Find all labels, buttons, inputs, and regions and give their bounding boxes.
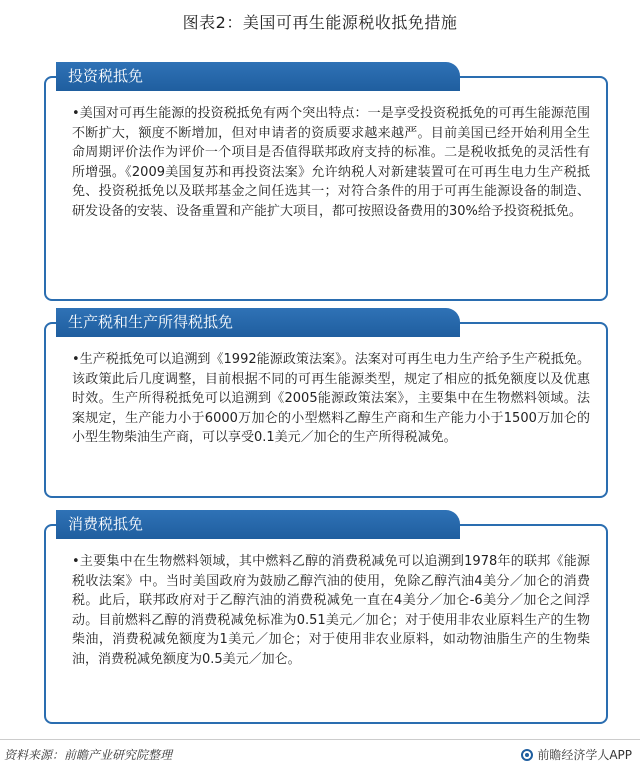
source-note: 资料来源：前瞻产业研究院整理 (4, 748, 173, 762)
footer-divider (0, 739, 640, 740)
section-heading: 生产税和生产所得税抵免 (56, 308, 460, 337)
section-production-tax-credit (44, 308, 608, 498)
brand-text: 前瞻经济学人APP (537, 748, 632, 762)
brand-logo-icon (521, 749, 533, 761)
section-body: •生产税抵免可以追溯到《1992能源政策法案》。法案对可再生电力生产给予生产税抵免。该政策此后几度调整，目前根据不同的可再生能源类型，规定了相应的抵免额度以及优惠时效。生产所得税抵免可以追溯到《2005能源政策法案》，主要集中在生物燃料领域。法案规定，生产能力小于6000万加仑的小型燃料乙醇生产商和生产能力小于1500万加仑的小型生物柴油生产商，可以享受0.1美元／加仑的生产所得税减免。 (72, 352, 590, 445)
section-investment-tax-credit (44, 62, 608, 302)
section-heading: 消费税抵免 (56, 510, 460, 539)
section-body: •主要集中在生物燃料领域，其中燃料乙醇的消费税减免可以追溯到1978年的联邦《能源税收法案》中。当时美国政府为鼓励乙醇汽油的使用，免除乙醇汽油4美分／加仑的消费税。此后，联邦政府对于乙醇汽油的消费税减免一直在4美分／加仑-6美分／加仑之间浮动。目前燃料乙醇的消费税减免标准为0.51美元／加仑；对于使用非农业原料生产的生物柴油，消费税减免额度为1美元／加仑；对于使用非农业原料，如动物油脂生产的生物柴油，消费税减免额度为0.5美元／加仑。 (72, 554, 590, 667)
section-excise-tax-credit (44, 510, 608, 722)
brand-label (521, 746, 632, 763)
page-title: 图表2：美国可再生能源税收抵免措施 (182, 13, 458, 32)
section-body: •美国对可再生能源的投资税抵免有两个突出特点：一是享受投资税抵免的可再生能源范围不断扩大，额度不断增加，但对申请者的资质要求越来越严。目前美国已经开始利用全生命周期评价法作为评价一个项目是否值得联邦政府支持的标准。二是税收抵免的灵活性有所增强。《2009美国复苏和再投资法案》允许纳税人对新建装置可在可再生电力生产税抵免、投资税抵免以及联邦基金之间任选其一；对符合条件的用于可再生能源设备的制造、研发设备的安装、设备重置和产能扩大项目，都可按照设备费用的30%给予投资税抵免。 (72, 106, 590, 219)
section-heading: 投资税抵免 (56, 62, 460, 91)
